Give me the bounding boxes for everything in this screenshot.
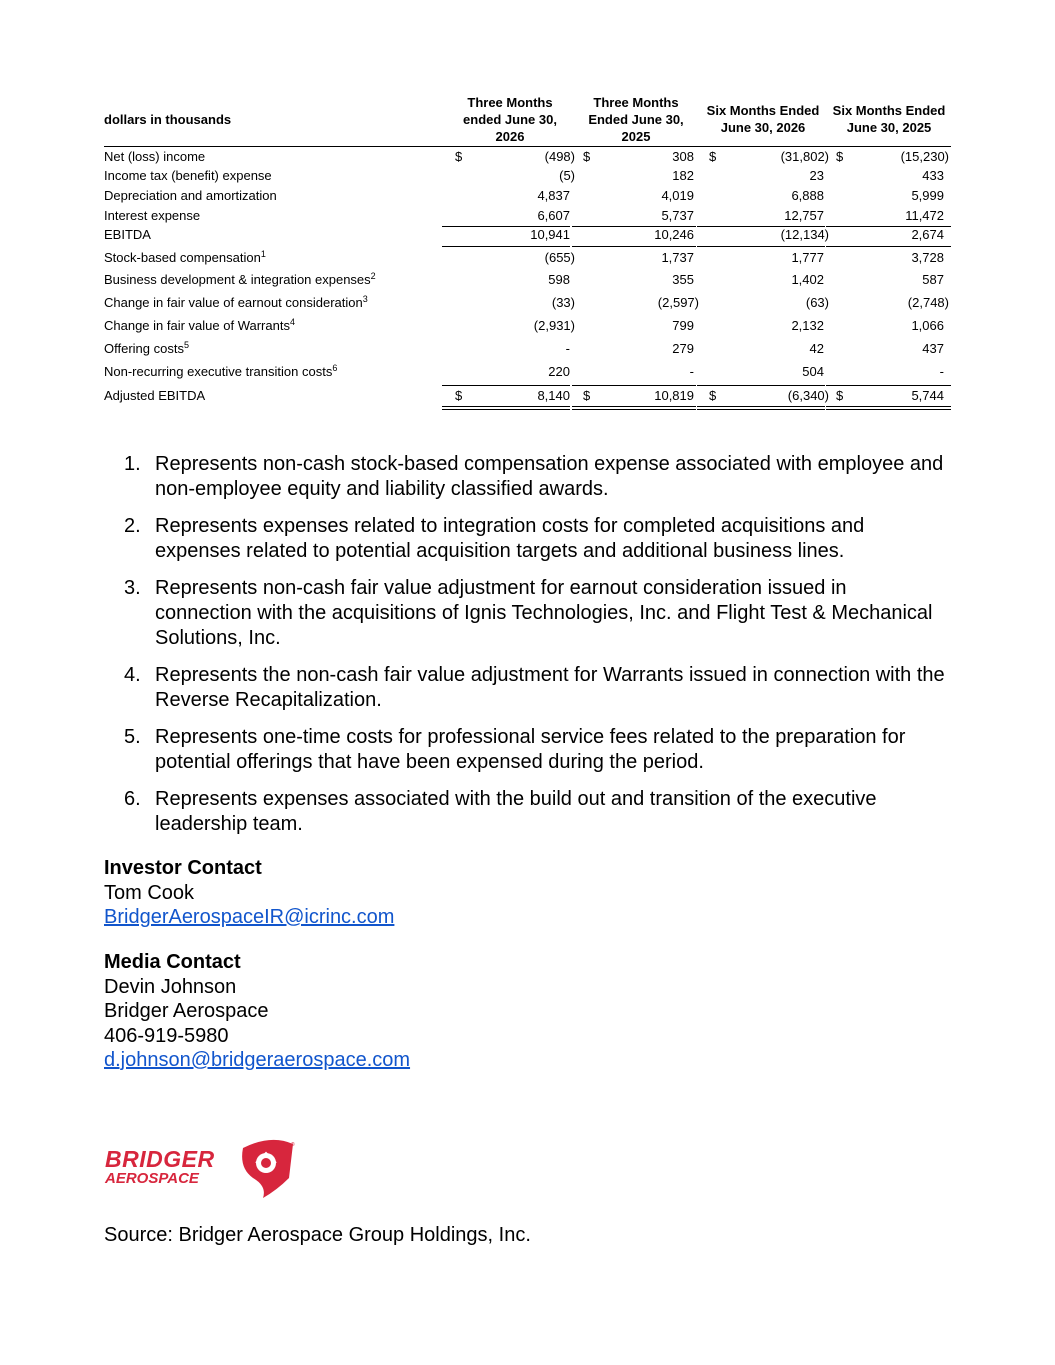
value-cell: 504: [802, 364, 824, 379]
header-line: Six Months Ended: [832, 103, 946, 118]
currency-symbol: $: [583, 388, 591, 403]
value-cell: 5,737: [661, 208, 694, 223]
value-cell: 23: [809, 168, 824, 183]
value-cell: (6,340): [787, 388, 829, 403]
footnote-text: Represents expenses associated with the build out and transition of the executive leadership team.: [155, 788, 877, 835]
row-label-text: Change in fair value of earnout consideration: [104, 295, 363, 310]
row-label-text: Depreciation and amortization: [104, 188, 277, 203]
row-label: [104, 341, 189, 356]
value-cell: (2,597): [657, 295, 699, 310]
footnote-marker: 3: [362, 294, 368, 304]
value-cell: (498): [544, 149, 575, 164]
header-line: Three Months: [593, 95, 679, 110]
table-row: [104, 208, 951, 228]
total-rule: [442, 385, 570, 386]
value-cell: -: [939, 364, 944, 379]
row-label-text: EBITDA: [104, 227, 151, 242]
row-label: [104, 208, 200, 223]
value-cell: 279: [672, 341, 694, 356]
header-divider: [104, 146, 951, 147]
value-cell: (12,134): [780, 227, 829, 242]
table-row: [104, 341, 951, 361]
investor-contact-block: [104, 856, 394, 930]
value-cell: (15,230): [900, 149, 949, 164]
row-label-text: Interest expense: [104, 208, 201, 223]
table-row: [104, 250, 951, 270]
header-line: Three Months: [467, 95, 553, 110]
footnote-marker: 6: [332, 363, 338, 373]
table-row: [104, 188, 951, 208]
footnote-text: Represents non-cash fair value adjustment for earnout consideration issued in connection with the acquisitions of Ignis Technologies, Inc. and Flight Test & Mechanical Solutions, Inc.: [155, 577, 933, 649]
value-cell: -: [689, 364, 694, 379]
table-row: [104, 364, 951, 384]
table-row: [104, 149, 951, 169]
column-header-q2-2025: [574, 94, 698, 145]
column-header-h1-2025: [826, 102, 952, 136]
total-rule: [826, 385, 951, 386]
media-email-link[interactable]: d.johnson@bridgeraerospace.com: [104, 1049, 411, 1071]
total-rule: [697, 406, 825, 407]
value-cell: 8,140: [537, 388, 570, 403]
total-rule: [442, 226, 570, 227]
value-cell: 42: [809, 341, 824, 356]
value-cell: 437: [922, 341, 944, 356]
total-rule: [826, 409, 951, 410]
row-label-text: Change in fair value of Warrants: [104, 318, 290, 333]
value-cell: 1,777: [791, 250, 824, 265]
table-units-label: dollars in thousands: [104, 112, 232, 127]
header-line: June 30, 2026: [720, 120, 806, 135]
row-label: [104, 250, 266, 265]
total-rule: [442, 406, 570, 407]
total-rule: [697, 385, 825, 386]
logo-wordmark-top: BRIDGER: [105, 1146, 215, 1172]
logo-registered-mark: ®: [291, 1142, 295, 1148]
table-row: [104, 318, 951, 338]
table-row: [104, 295, 951, 315]
value-cell: (33): [551, 295, 575, 310]
value-cell: 10,819: [654, 388, 694, 403]
value-cell: 1,066: [911, 318, 944, 333]
column-header-h1-2026: [700, 102, 826, 136]
value-cell: (5): [559, 168, 575, 183]
footnote-text: Represents the non-cash fair value adjustment for Warrants issued in connection with the Reverse Recapitalization.: [155, 664, 945, 711]
value-cell: 12,757: [784, 208, 824, 223]
media-contact-block: [104, 950, 410, 1073]
total-rule: [697, 246, 825, 247]
value-cell: 355: [672, 272, 694, 287]
total-rule: [572, 246, 696, 247]
table-row: [104, 388, 951, 408]
logo-emblem-core: [261, 1158, 271, 1168]
footnote-text: Represents one-time costs for professional service fees related to the preparation for potential offerings that have been expensed during the period.: [155, 726, 906, 773]
currency-symbol: $: [836, 388, 844, 403]
value-cell: 5,744: [911, 388, 944, 403]
row-label-text: Income tax (benefit) expense: [104, 168, 272, 183]
footnote-marker: 1: [260, 249, 266, 259]
bridger-aerospace-logo: [103, 1138, 299, 1200]
value-cell: 799: [672, 318, 694, 333]
media-contact-name: Devin Johnson: [104, 975, 237, 998]
value-cell: 4,019: [661, 188, 694, 203]
footnote-number: 6.: [124, 788, 141, 810]
value-cell: 433: [922, 168, 944, 183]
total-rule: [442, 409, 570, 410]
currency-symbol: $: [709, 388, 717, 403]
footnote-text: Represents non-cash stock-based compensation expense associated with employee and non-employee equity and liability classified awards.: [155, 453, 944, 500]
total-rule: [572, 409, 696, 410]
footnote-number: 5.: [124, 726, 141, 748]
value-cell: 587: [922, 272, 944, 287]
row-label: [104, 295, 368, 310]
source-line: Source: Bridger Aerospace Group Holdings, Inc.: [104, 1224, 531, 1246]
row-label: [104, 318, 295, 333]
row-label-text: Net (loss) income: [104, 149, 206, 164]
row-label: [104, 227, 151, 242]
total-rule: [826, 246, 951, 247]
row-label: [104, 364, 337, 379]
value-cell: (31,802): [780, 149, 829, 164]
value-cell: 6,888: [791, 188, 824, 203]
value-cell: 1,402: [791, 272, 824, 287]
value-cell: -: [565, 341, 570, 356]
header-line: 2026: [495, 129, 525, 144]
investor-email-link[interactable]: BridgerAerospaceIR@icrinc.com: [104, 906, 395, 928]
table-row: [104, 227, 951, 247]
media-contact-heading: Media Contact: [104, 951, 241, 973]
value-cell: 598: [548, 272, 570, 287]
footnote-marker: 2: [370, 271, 376, 281]
total-rule: [697, 409, 825, 410]
value-cell: 1,737: [661, 250, 694, 265]
footnote-marker: 4: [289, 317, 295, 327]
row-label-text: Stock-based compensation: [104, 250, 261, 265]
value-cell: 10,246: [654, 227, 694, 242]
value-cell: 4,837: [537, 188, 570, 203]
investor-contact-name: Tom Cook: [104, 881, 195, 904]
total-rule: [572, 385, 696, 386]
row-label-text: Business development & integration expenses: [104, 272, 371, 287]
total-rule: [826, 226, 951, 227]
investor-contact-heading: Investor Contact: [104, 857, 262, 879]
value-cell: 2,132: [791, 318, 824, 333]
value-cell: 11,472: [905, 208, 944, 223]
value-cell: (2,748): [907, 295, 949, 310]
value-cell: 2,674: [911, 227, 944, 242]
currency-symbol: $: [709, 149, 717, 164]
total-rule: [572, 406, 696, 407]
row-label-text: Non-recurring executive transition costs: [104, 364, 333, 379]
currency-symbol: $: [455, 149, 463, 164]
value-cell: 6,607: [537, 208, 570, 223]
footnote-number: 4.: [124, 664, 141, 686]
row-label: [104, 388, 205, 403]
value-cell: 182: [672, 168, 694, 183]
footnote-marker: 5: [183, 340, 189, 350]
header-line: 2025: [621, 129, 651, 144]
value-cell: (655): [544, 250, 575, 265]
footnote-number: 2.: [124, 515, 141, 537]
table-row: [104, 168, 951, 188]
total-rule: [826, 406, 951, 407]
total-rule: [572, 226, 696, 227]
currency-symbol: $: [836, 149, 844, 164]
value-cell: 5,999: [911, 188, 944, 203]
row-label-text: Offering costs: [104, 341, 184, 356]
header-line: Six Months Ended: [706, 103, 820, 118]
value-cell: (63): [805, 295, 829, 310]
value-cell: 220: [548, 364, 570, 379]
row-label-text: Adjusted EBITDA: [104, 388, 206, 403]
currency-symbol: $: [455, 388, 463, 403]
row-label: [104, 168, 272, 183]
row-label: [104, 188, 277, 203]
header-line: ended June 30,: [463, 112, 557, 127]
row-label: [104, 272, 376, 287]
footnote-number: 3.: [124, 577, 141, 599]
value-cell: (2,931): [533, 318, 575, 333]
logo-wordmark-bottom: AEROSPACE: [105, 1170, 199, 1187]
value-cell: 10,941: [530, 227, 570, 242]
header-line: Ended June 30,: [588, 112, 684, 127]
footnote-text: Represents expenses related to integration costs for completed acquisitions and expenses related to potential acquisition targets and additional business lines.: [155, 515, 865, 562]
footnote-number: 1.: [124, 453, 141, 475]
table-row: [104, 272, 951, 292]
value-cell: 3,728: [911, 250, 944, 265]
row-label: [104, 149, 205, 164]
header-line: June 30, 2025: [846, 120, 932, 135]
value-cell: 308: [672, 149, 694, 164]
total-rule: [697, 226, 825, 227]
column-header-q2-2026: [444, 94, 576, 145]
total-rule: [442, 246, 570, 247]
currency-symbol: $: [583, 149, 591, 164]
media-contact-company: Bridger Aerospace: [104, 1000, 269, 1022]
media-contact-phone: 406-919-5980: [104, 1024, 229, 1047]
